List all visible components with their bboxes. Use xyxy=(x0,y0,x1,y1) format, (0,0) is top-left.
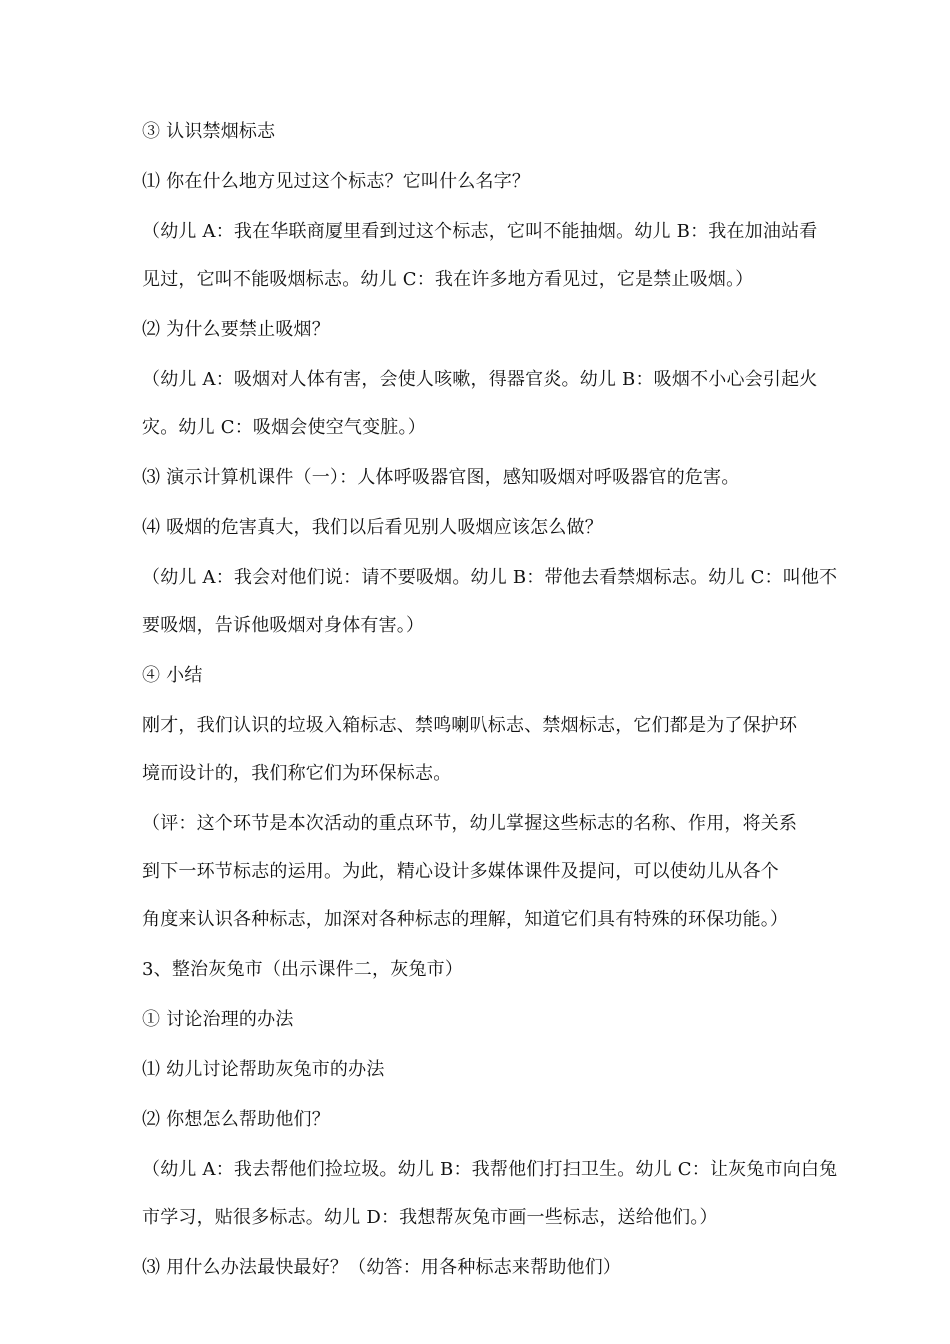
text-line: 见过，它叫不能吸烟标志。幼儿 C：我在许多地方看见过，它是禁止吸烟。） xyxy=(142,269,754,290)
text-line: （幼儿 A：我在华联商厦里看到过这个标志，它叫不能抽烟。幼儿 B：我在加油站看 xyxy=(142,221,818,242)
section-heading-3: 3、整治灰兔市（出示课件二，灰兔市） xyxy=(142,959,464,980)
answer-paragraph-2 xyxy=(142,366,818,441)
item-3: ⑶ 用什么办法最快最好？（幼答：用各种标志来帮助他们） xyxy=(142,1257,622,1278)
text-line: （幼儿 A：我去帮他们捡垃圾。幼儿 B：我帮他们打扫卫生。幼儿 C：让灰兔市向白兔 xyxy=(142,1159,838,1180)
text-line: （幼儿 A：吸烟对人体有害，会使人咳嗽，得器官炎。幼儿 B：吸烟不小心会引起火 xyxy=(142,369,818,390)
comment-paragraph xyxy=(142,810,810,933)
answer-paragraph-3 xyxy=(142,564,838,639)
question-3: ⑶ 演示计算机课件（一）：人体呼吸器官图，感知吸烟对呼吸器官的危害。 xyxy=(142,467,740,488)
text-line: 市学习，贴很多标志。幼儿 D：我想帮灰兔市画一些标志，送给他们。） xyxy=(142,1207,718,1228)
text-line: 刚才，我们认识的垃圾入箱标志、禁鸣喇叭标志、禁烟标志，它们都是为了保护环 xyxy=(142,715,798,736)
answer-paragraph-1 xyxy=(142,218,818,293)
question-1: ⑴ 你在什么地方见过这个标志？它叫什么名字？ xyxy=(142,171,531,192)
question-4: ⑷ 吸烟的危害真大，我们以后看见别人吸烟应该怎么做？ xyxy=(142,517,603,538)
item-2: ⑵ 你想怎么帮助他们？ xyxy=(142,1109,330,1130)
text-line: （评：这个环节是本次活动的重点环节，幼儿掌握这些标志的名称、作用，将关系 xyxy=(142,813,798,834)
question-2: ⑵ 为什么要禁止吸烟？ xyxy=(142,319,330,340)
text-line: 角度来认识各种标志，加深对各种标志的理解，知道它们具有特殊的环保功能。） xyxy=(142,909,789,930)
text-line: 灾。幼儿 C：吸烟会使空气变脏。） xyxy=(142,417,426,438)
section-heading-summary: ④ 小结 xyxy=(142,665,203,686)
answer-paragraph-4 xyxy=(142,1156,838,1231)
text-line: 要吸烟，告诉他吸烟对身体有害。） xyxy=(142,615,425,636)
document-body xyxy=(142,118,838,1304)
item-1: ⑴ 幼儿讨论帮助灰兔市的办法 xyxy=(142,1059,385,1080)
summary-paragraph xyxy=(142,712,810,787)
section-heading-no-smoking: ③ 认识禁烟标志 xyxy=(142,121,276,142)
text-line: 境而设计的，我们称它们为环保标志。 xyxy=(142,763,452,784)
subsection-heading-discussion: ① 讨论治理的办法 xyxy=(142,1009,294,1030)
text-line: 到下一环节标志的运用。为此，精心设计多媒体课件及提问，可以使幼儿从各个 xyxy=(142,861,779,882)
text-line: （幼儿 A：我会对他们说：请不要吸烟。幼儿 B：带他去看禁烟标志。幼儿 C：叫他不 xyxy=(142,567,838,588)
